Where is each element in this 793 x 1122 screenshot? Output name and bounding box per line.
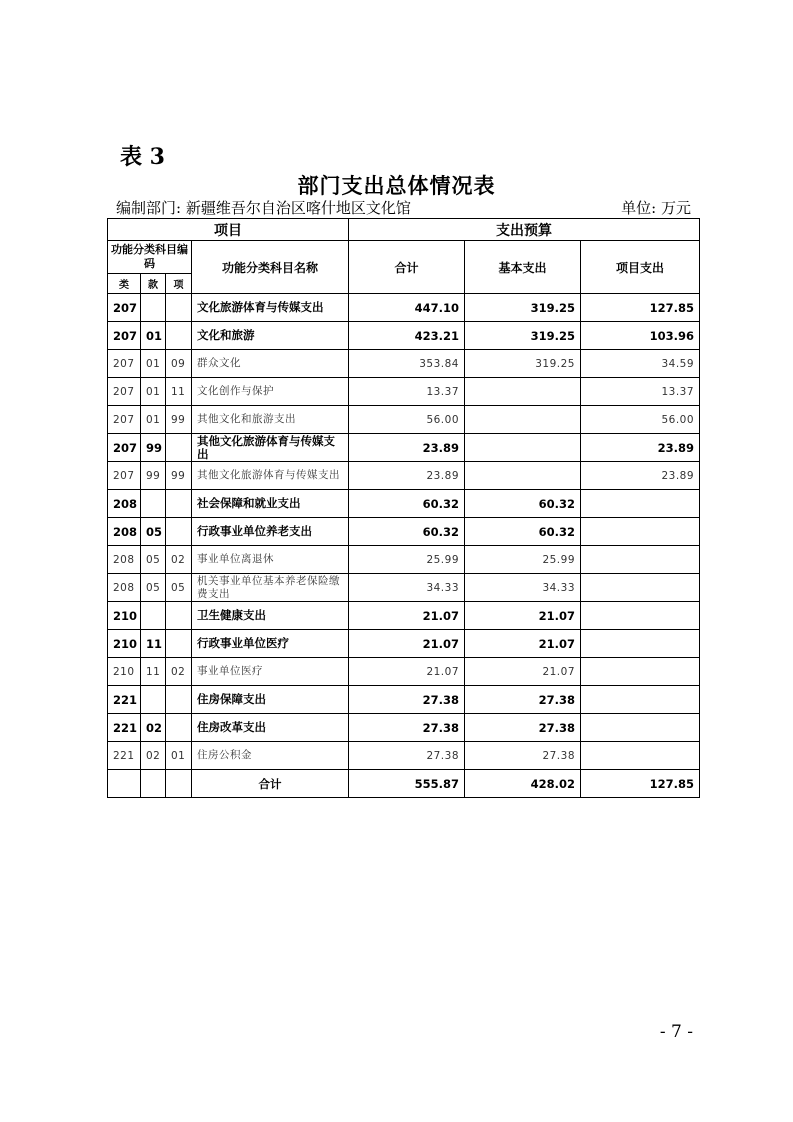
cell-kuan: 01 — [141, 350, 166, 378]
cell-name: 文化旅游体育与传媒支出 — [192, 294, 349, 322]
cell-xiang: 05 — [166, 574, 192, 602]
cell-name: 群众文化 — [192, 350, 349, 378]
cell-total: 21.07 — [349, 658, 465, 686]
cell-total: 60.32 — [349, 518, 465, 546]
cell-kuan: 01 — [141, 322, 166, 350]
cell-lei: 221 — [108, 714, 141, 742]
cell-project: 23.89 — [581, 434, 700, 462]
table-row — [108, 406, 700, 434]
table-row — [108, 546, 700, 574]
cell-kuan: 02 — [141, 714, 166, 742]
cell-project: 34.59 — [581, 350, 700, 378]
header-total: 合计 — [349, 241, 465, 294]
footer-empty-kuan — [141, 770, 166, 798]
expenditure-table — [107, 218, 700, 798]
cell-basic: 21.07 — [465, 658, 581, 686]
cell-name: 住房改革支出 — [192, 714, 349, 742]
cell-project — [581, 742, 700, 770]
cell-lei: 207 — [108, 350, 141, 378]
cell-project — [581, 630, 700, 658]
cell-project: 127.85 — [581, 294, 700, 322]
cell-total: 27.38 — [349, 714, 465, 742]
cell-lei: 221 — [108, 686, 141, 714]
cell-kuan: 11 — [141, 630, 166, 658]
cell-project — [581, 602, 700, 630]
page-number: - 7 - — [659, 1022, 693, 1042]
cell-kuan: 11 — [141, 658, 166, 686]
cell-lei: 207 — [108, 378, 141, 406]
table-row — [108, 742, 700, 770]
footer-project: 127.85 — [581, 770, 700, 798]
cell-basic — [465, 406, 581, 434]
cell-name: 其他文化旅游体育与传媒支出 — [192, 462, 349, 490]
cell-lei: 208 — [108, 490, 141, 518]
header-budget: 支出预算 — [349, 219, 700, 241]
table-row — [108, 630, 700, 658]
cell-kuan — [141, 490, 166, 518]
cell-name: 社会保障和就业支出 — [192, 490, 349, 518]
page-title: 部门支出总体情况表 — [297, 173, 496, 198]
cell-xiang: 99 — [166, 406, 192, 434]
cell-basic: 21.07 — [465, 630, 581, 658]
cell-total: 23.89 — [349, 434, 465, 462]
cell-basic: 27.38 — [465, 742, 581, 770]
table-row — [108, 462, 700, 490]
cell-name: 住房保障支出 — [192, 686, 349, 714]
header-kuan: 款 — [141, 274, 166, 294]
table-row — [108, 322, 700, 350]
footer-label: 合计 — [192, 770, 349, 798]
cell-project: 13.37 — [581, 378, 700, 406]
cell-name: 事业单位医疗 — [192, 658, 349, 686]
cell-lei: 207 — [108, 434, 141, 462]
cell-total: 21.07 — [349, 630, 465, 658]
cell-lei: 208 — [108, 518, 141, 546]
cell-xiang — [166, 602, 192, 630]
header-name: 功能分类科目名称 — [192, 241, 349, 294]
table-row — [108, 518, 700, 546]
cell-basic: 319.25 — [465, 350, 581, 378]
cell-total: 13.37 — [349, 378, 465, 406]
cell-xiang — [166, 518, 192, 546]
cell-kuan — [141, 602, 166, 630]
cell-total: 447.10 — [349, 294, 465, 322]
footer-total: 555.87 — [349, 770, 465, 798]
cell-total: 423.21 — [349, 322, 465, 350]
cell-project: 23.89 — [581, 462, 700, 490]
cell-xiang: 02 — [166, 546, 192, 574]
cell-xiang: 09 — [166, 350, 192, 378]
cell-project — [581, 490, 700, 518]
cell-lei: 208 — [108, 574, 141, 602]
cell-xiang — [166, 434, 192, 462]
cell-kuan — [141, 686, 166, 714]
cell-basic: 34.33 — [465, 574, 581, 602]
header-lei: 类 — [108, 274, 141, 294]
cell-lei: 208 — [108, 546, 141, 574]
header-basic: 基本支出 — [465, 241, 581, 294]
cell-xiang — [166, 630, 192, 658]
compiling-department: 编制部门: 新疆维吾尔自治区喀什地区文化馆 — [116, 199, 411, 217]
cell-lei: 210 — [108, 630, 141, 658]
cell-project — [581, 518, 700, 546]
cell-basic — [465, 462, 581, 490]
cell-project — [581, 546, 700, 574]
cell-lei: 221 — [108, 742, 141, 770]
cell-project — [581, 686, 700, 714]
cell-name: 文化创作与保护 — [192, 378, 349, 406]
cell-project: 56.00 — [581, 406, 700, 434]
header-xiang: 项 — [166, 274, 192, 294]
footer-empty-lei — [108, 770, 141, 798]
cell-kuan: 05 — [141, 574, 166, 602]
cell-lei: 207 — [108, 322, 141, 350]
cell-total: 21.07 — [349, 602, 465, 630]
table-row — [108, 378, 700, 406]
cell-xiang — [166, 322, 192, 350]
cell-kuan: 01 — [141, 378, 166, 406]
cell-xiang — [166, 686, 192, 714]
cell-xiang — [166, 294, 192, 322]
cell-name: 其他文化和旅游支出 — [192, 406, 349, 434]
cell-project — [581, 714, 700, 742]
cell-name: 行政事业单位医疗 — [192, 630, 349, 658]
cell-name: 行政事业单位养老支出 — [192, 518, 349, 546]
cell-basic: 60.32 — [465, 490, 581, 518]
cell-kuan: 05 — [141, 518, 166, 546]
cell-project — [581, 574, 700, 602]
cell-xiang: 11 — [166, 378, 192, 406]
cell-project — [581, 658, 700, 686]
cell-project: 103.96 — [581, 322, 700, 350]
table-row — [108, 602, 700, 630]
footer-basic: 428.02 — [465, 770, 581, 798]
table-row — [108, 686, 700, 714]
table-body — [108, 294, 700, 770]
table-row — [108, 350, 700, 378]
cell-lei: 210 — [108, 602, 141, 630]
cell-basic — [465, 378, 581, 406]
table-row — [108, 574, 700, 602]
cell-lei: 207 — [108, 406, 141, 434]
cell-basic — [465, 434, 581, 462]
cell-xiang: 99 — [166, 462, 192, 490]
cell-name: 文化和旅游 — [192, 322, 349, 350]
cell-lei: 207 — [108, 462, 141, 490]
header-item: 项目 — [108, 219, 349, 241]
cell-kuan: 05 — [141, 546, 166, 574]
cell-name: 事业单位离退休 — [192, 546, 349, 574]
cell-lei: 210 — [108, 658, 141, 686]
cell-total: 60.32 — [349, 490, 465, 518]
cell-name: 住房公积金 — [192, 742, 349, 770]
cell-basic: 21.07 — [465, 602, 581, 630]
cell-xiang — [166, 714, 192, 742]
cell-xiang: 02 — [166, 658, 192, 686]
table-row — [108, 714, 700, 742]
cell-xiang: 01 — [166, 742, 192, 770]
cell-total: 23.89 — [349, 462, 465, 490]
table-row — [108, 294, 700, 322]
cell-total: 56.00 — [349, 406, 465, 434]
cell-xiang — [166, 490, 192, 518]
cell-kuan: 99 — [141, 434, 166, 462]
header-code-group: 功能分类科目编码 — [108, 241, 192, 274]
cell-basic: 60.32 — [465, 518, 581, 546]
cell-basic: 27.38 — [465, 686, 581, 714]
cell-name: 卫生健康支出 — [192, 602, 349, 630]
cell-kuan — [141, 294, 166, 322]
cell-basic: 319.25 — [465, 322, 581, 350]
footer-empty-xiang — [166, 770, 192, 798]
cell-basic: 25.99 — [465, 546, 581, 574]
cell-basic: 27.38 — [465, 714, 581, 742]
table-row — [108, 658, 700, 686]
cell-total: 353.84 — [349, 350, 465, 378]
table-row — [108, 434, 700, 462]
cell-kuan: 01 — [141, 406, 166, 434]
cell-basic: 319.25 — [465, 294, 581, 322]
cell-lei: 207 — [108, 294, 141, 322]
cell-total: 34.33 — [349, 574, 465, 602]
cell-total: 27.38 — [349, 742, 465, 770]
cell-total: 27.38 — [349, 686, 465, 714]
cell-kuan: 02 — [141, 742, 166, 770]
cell-kuan: 99 — [141, 462, 166, 490]
cell-total: 25.99 — [349, 546, 465, 574]
cell-name: 机关事业单位基本养老保险缴费支出 — [192, 574, 349, 602]
header-project: 项目支出 — [581, 241, 700, 294]
table-row — [108, 490, 700, 518]
table-label: 表 3 — [120, 144, 165, 170]
unit-label: 单位: 万元 — [621, 199, 691, 217]
cell-name: 其他文化旅游体育与传媒支出 — [192, 434, 349, 462]
